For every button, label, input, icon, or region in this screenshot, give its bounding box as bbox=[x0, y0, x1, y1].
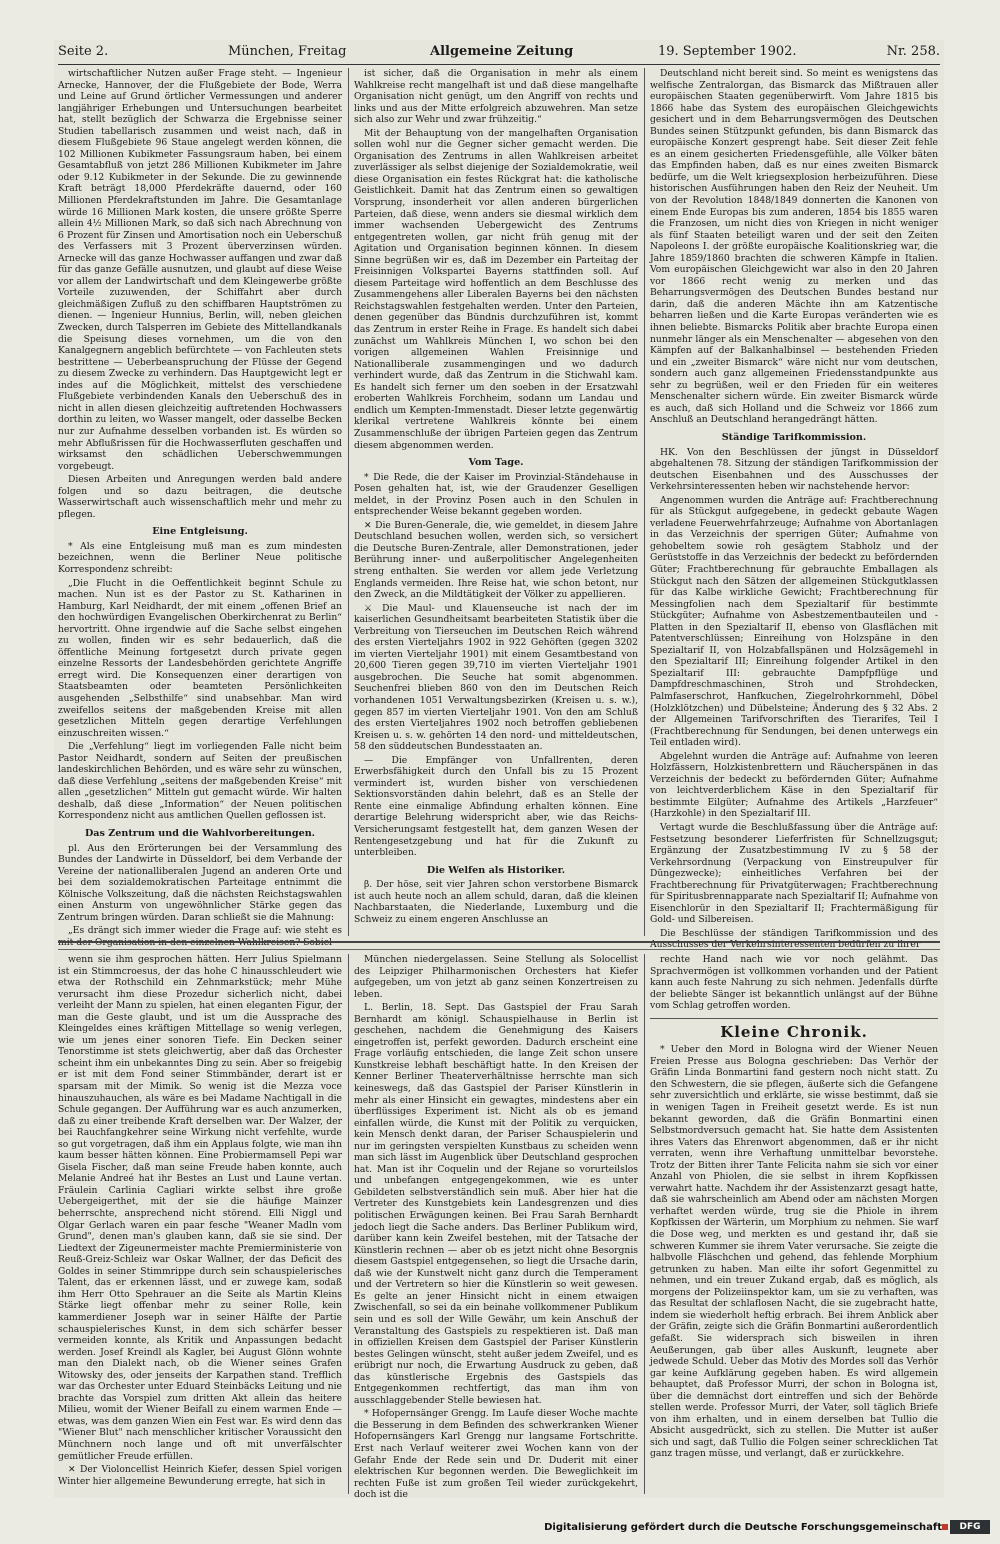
section-heading: Ständige Tarifkommission. bbox=[721, 431, 867, 443]
text-paragraph: — Die Empfänger von Unfallrenten, deren Erwerbsfähigkeit durch den Unfall bis zu 15 Prozent vermindert ist, wurden bisher von verschiedenen Sektionsvorständen dahin belehrt, daß es an Stelle der Rente eine einmalige Abfindung erhalten können. Eine derartige Belehrung widerspricht aber, wie das Reichs-Versicherungsamt festgestellt hat, dem ganzen Wesen der Rentengesetzgebung und hat für die Zukunft zu unterbleiben. bbox=[354, 754, 638, 859]
text-paragraph: Die „Verfehlung“ liegt im vorliegenden Falle nicht beim Pastor Neidhardt, sondern auf Seiten der preußischen landeskirchlichen Behörden, und es wäre sehr zu wünschen, daß diese Verfehlung „seitens der maßgebenden Kreise“ mit allen „gesetzlichen“ Mitteln gut gemacht würde. Wir halten deshalb, daß diese „Information“ der Neuen politischen Korrespondenz nicht aus amtlichen Quellen geflossen ist. bbox=[58, 741, 342, 822]
column-3 bbox=[650, 68, 938, 951]
section-heading: Eine Entgleisung. bbox=[152, 526, 248, 538]
section-heading: Das Zentrum und die Wahlvorbereitungen. bbox=[84, 828, 316, 839]
section-rule bbox=[650, 1018, 938, 1019]
text-paragraph: pl. Aus den Erörterungen bei der Versammlung des Bundes der Landwirte in Düsseldorf, bei dem Verbande der Vereine der nationalliberalen Jugend an anderen Orte und bei dem sozialdemokratischen Parteitage entnimmt die Kölnische Volkszeitung, daß die nächsten Reichstagswahlen einen Ansturm von ungewöhnlicher Stärke gegen das Zentrum bringen würden. Daran schließt sie die Mahnung: bbox=[58, 842, 342, 923]
feuilleton-column-3 bbox=[650, 954, 938, 1494]
column-2 bbox=[354, 68, 638, 936]
text-paragraph: wenn sie ihm gesprochen hätten. Herr Julius Spielmann ist ein Stimmcroesus, der das hohe C hinausschleudert wie etwa der Rothschild ein Zehnmarkstück; mehr Mühe verursacht ihm diese Prozedur sicherlich nicht, dabei verleiht der Mann zu spielen, hat einen eleganten Figur, der man die Geste glaubt, und ist um die Aussprache des Kleingeldes eines kräftigen Mittellage so wenig verlegen, wie um jenes einer sonoren Tiefe. Ein Decken seiner Tenorstimme ist stets gleichwertig, aber daß das Orchester scheint ihm ein unbekanntes Ding zu sein. Aber so freigebig er ist mit dem Fond seiner Stimmbänder, derart ist er sparsam mit der Mimik. So wenig ist die Mezza voce hinauszuhauchen, als wäre es bei Madame Nachtigall in die Schule gegangen. Der Aufführung war es auch anzumerken, daß zu einer treibende Kraft derselben war. Der Walzer, der bei Rauchfangkehrer seine Wirkung nicht verfehlte, wurde so gut vorgetragen, daß ihm ein Applaus folgte, wie man ihn kaum besser hätten können. Eine Probiermamsell Pepi war Gisela Fischer, daß man seine Freude haben konnte, auch Melanie Andreé hat ihr Bestes an Lust und Laune vertan. Fräulein Carlinia Cagliari wirkte selbst ihre große Uebergeigerthet, mit der sie die häufige Mainzer beherrschte, ansprechend nicht störend. Elli Niggl und Olgar Gerlach waren ein paar fesche "Weaner Madln vom Grund", denen man's glauben kann, daß sie sie sind. Der Liedtext der Zigeunermeister machte Premierministerie von Reuß-Greiz-Schleiz war Oskar Wallner, der das Deficit des Goldes in seiner Stimmrippe durch sein schauspielerisches Talent, das er erkennen lässt, und er zuwege kam, sodaß ihm Herr Otto Spehrauer an die Seite als Martin Kleins Stärke liegt offenbar mehr zu seiner Rolle, kein kammerdiener Joseph war in seiner Hälfte der Partie schauspielerisches Kunst, in dem sich schärfer besser vermeiden konnte, als Kritik und Anpassungen bedacht werden. Josef Kreindl als Kagler, bei August Glönn wohnte man den Dialekt nach, ob die Wiener seines Grafen Witowsky des, oder jenseits der Karpathen stand. Trefflich war das Orchester unter Eduard Steinbäcks Leitung und nie brachte das Vorspiel zum dritten Akt allein das heitere Milieu, womit der Wiener Beifall zu einem warmen Ende — etwas, was dem ganzen Wien ein Fest war. Es wird denn das "Wiener Blut" nach menschlicher kritischer Voraussicht den Münchnern noch lange und oft mit unverfälschter gemütlicher Freude erfüllen. bbox=[58, 954, 342, 1462]
newspaper-page bbox=[54, 40, 944, 1501]
section-heading-kleine-chronik: Kleine Chronik. bbox=[720, 1022, 868, 1041]
text-paragraph: β. Der höse, seit vier Jahren schon verstorbene Bismarck ist auch heute noch an allem schuld, daran, daß die kleinen Nachbarstaaten, die Niederlande, Luxemburg und die Schweiz zu einem engeren Anschlusse an bbox=[354, 879, 638, 925]
text-paragraph: Abgelehnt wurden die Anträge auf: Aufnahme von leeren Holzfässern, Holzkistenbrettern und Räucherspänen in das Verzeichnis der bedeckt zu befördernden Güter; Aufnahme von leichtverderblichem Käse in den Spezialtarif für bestimmte Eilgüter; Aufnahme des Artikels „Harzfeuer“ (Harzkohle) in den Spezialtarif III. bbox=[650, 750, 938, 820]
text-paragraph: * Hofopernsänger Grengg. Im Laufe dieser Woche machte die Besserung in dem Befinden des schwerkranken Wiener Hofopernsängers Karl Grengg nur langsame Fortschritte. Erst nach Verlauf weiterer zwei Wochen kann von der Gefahr Ende der Rede sein und Dr. Duderit mit einer elektrischen Kur begonnen werden. Die Beweglichkeit im rechten Fuße ist zum großen Teil wieder zurückgekehrt, doch ist die bbox=[354, 1408, 638, 1501]
text-paragraph: L. Berlin, 18. Sept. Das Gastspiel der Frau Sarah Bernhardt am königl. Schauspielhause in Berlin ist geschehen, nachdem die Genehmigung des Kaisers eingetroffen ist, perfekt geworden. Dadurch erscheint eine Frage vorläufig entschieden, die lange Zeit schon unsere Kunstkreise lebhaft beschäftigt hatte. In den Kreisen der Kenner Berliner Theaterverhältnisse herrschte man sich keineswegs, daß das Gastspiel der Pariser Künstlerin in mehr als einer Hinsicht ein gewagtes, mindestens aber ein überflüssiges Experiment ist. Nicht als ob es jemand einfallen würde, die Kunst mit der Politik zu verquicken, kein Mensch denkt daran, der Pariser Schauspielerin und nur im geringsten verspielten Kunstbaus zu scheiden wenn man sich lässt im Augenblick über Deutschland gesprochen hat. Man ist ihr Coquelin und der Rejane so vorurteilslos und unbefangen entgegengekommen, wie es unter Gebildeten selbstverständlich sein muß. Aber hier hat die Vertreter des Kunstgebiets kein Landesgrenzen und dies politischen Erwägungen keinen. Bei Frau Sarah Bernhardt jedoch liegt die Sache anders. Das Berliner Publikum wird, darüber kann kein Zweifel bestehen, mit der Tatsache der Künstlerin rechnen — aber ob es jetzt nicht ohne Besorgnis diesem Gastspiel entgegensehen, so liegt die Ursache darin, daß wie der Kunstwelt nicht ganz durch die Temperament und der Vertretern so hier die Künstlerin so weit gewesen. Es gelte an jener Hinsicht nicht in einem etwaigen Zwischenfall, so sei da ein beinahe vollkommener Publikum sein und es soll der Wille Gewähr, um kein Anschuß der Veranstaltung des Gastspiels zu respektieren ist. Daß man in offiziellen Kreisen dem Gastspiel der Pariser Künstlerin bestes Gelingen wünscht, steht außer jedem Zweifel, und es erübrigt nur noch, die Erwartung Ausdruck zu geben, daß das künstlerische Ergebnis des Gastspiels das Entgegenkommen rechtfertigt, das man ihm von ausschlaggebender Stelle bewiesen hat. bbox=[354, 1002, 638, 1406]
place-day: München, Freitag bbox=[228, 44, 347, 59]
text-paragraph: wirtschaftlicher Nutzen außer Frage steht. — Ingenieur Arnecke, Hannover, der die Flußgebiete der Bode, Werra und Leine auf Grund örtlicher Vermessungen und anderer langjähriger Erhebungen und Untersuchungen bearbeitet hat, stellt bezüglich der Schwarza die Ergebnisse seiner Studien tabellarisch zusammen und weist nach, daß in diesem Flußgebiete 96 Staue angelegt werden können, die 102 Millionen Kubikmeter Fassungsraum haben, bei einem Gesamtabfluß von jetzt 286 Millionen Kubikmeter im Jahre oder 9.12 Kubikmeter in der Sekunde. Die zu gewinnende Kraft beträgt 18,000 Pferdekräfte dauernd, oder 160 Millionen Pferdekraftstunden im Jahre. Die Gesamtanlage würde 16 Millionen Mark kosten, die unsere größte Sperre allein 4½ Millionen Mark, so daß sich nach Abrechnung von 6 Prozent für Zinsen und Amortisation noch ein Ueberschuß des Verfassers mit 3 Prozent überverzinsen würden. Arnecke will das ganze Hochwasser auffangen und zwar daß für das ganze Gefälle ausnutzen, und glaubt auf diese Weise vor allem der Landwirtschaft und dem Kleingewerbe größte Vorteile zuzuwenden, der Schiffahrt aber durch gleichmäßigen Zufluß zu den schiffbaren Hauptströmen zu dienen. — Ingenieur Hunnius, Berlin, will, neben gleichen Zwecken, durch Talsperren im Gebiete des Mittellandkanals die Speisung dieses vornehmen, um die von den Kanalgegnern angeblich befürchtete — von Fachleuten stets bestrittene — Ueberbeanspruchung der Flüsse der Gegend zu diesem Zwecke zu verhindern. Das Hauptgewicht legt er indes auf die Möglichkeit, mittelst des verschiedene Flußgebiete verbindenden Kanals den Ueberschuß des in nicht in allen diesen gleichzeitig auftretenden Hochwassers dorthin zu leiten, wo Wasser mangelt, oder dasselbe Becken nur zur Aufnahme desselben vorbanden ist. Es würden so mehr Abflußrissen für die Hochwasserfluten geschaffen und wirksamst den schädlichen Ueberschwemmungen vorgebeugt. bbox=[58, 68, 342, 472]
dfg-logo: DFG bbox=[950, 1520, 990, 1534]
section-heading: Die Welfen als Historiker. bbox=[426, 864, 566, 876]
newspaper-title: Allgemeine Zeitung bbox=[430, 44, 574, 59]
feuilleton-separator bbox=[58, 941, 940, 950]
text-paragraph: ✕ Die Buren-Generale, die, wie gemeldet, in diesem Jahre Deutschland besuchen wollen, werden sich, so versichert die Deutsche Buren-Zentrale, aller Demonstrationen, jeder Berührung inner- und außerpolitischer Angelegenheiten streng enthalten. Sie werden vor allem jede Verletzung Englands vermeiden. Ihre Reise hat, wie schon betont, nur den Zweck, an die Mildtätigkeit der Völker zu appellieren. bbox=[354, 519, 638, 601]
column-divider bbox=[348, 68, 349, 936]
digitization-footer bbox=[544, 1520, 1000, 1536]
column-divider bbox=[644, 954, 645, 1494]
text-paragraph: Vertagt wurde die Beschlußfassung über die Anträge auf: Festsetzung besonderer Lieferfristen für Schnellzugsgut; Ergänzung der Zusatzbestimmung IV zu § 58 der Verkehrsordnung (Verpackung von Einstreupulver für Düngezwecke); einheitliches Verfahren bei der Frachtberechnung für Privatgüterwagen; Frachtberechnung für Spiritusbrennapparate nach Spezialtarif II; Aufnahme von Eisenchlorür in den Spezialtarif II; Frachtermäßigung für Gold- und Silbereisen. bbox=[650, 822, 938, 926]
column-1 bbox=[58, 68, 342, 948]
text-paragraph: ⚔ Die Maul- und Klauenseuche ist nach der im kaiserlichen Gesundheitsamt bearbeiteten Statistik über die Verbreitung von Tierseuchen im Deutschen Reich während des ersten Vierteljahrs 1902 in 922 Gehöften (gegen 3202 im vierten Vierteljahr 1901) mit einem Gesamtbestand von 20,600 Tieren gegen 39,710 im vierten Vierteljahr 1901 ausgebrochen. Die Seuche hat somit abgenommen. Seuchenfrei blieben 860 von den im Deutschen Reich vorhandenen 1051 Verwaltungsbezirken (Kreisen u. s. w.), gegen 857 im vierten Vierteljahr 1901. Von den am Schluß des ersten Vierteljahres 1902 noch betroffen gebliebenen Kreisen u. s. w. gehörten 14 den nord- und mitteldeutschen, 58 den süddeutschen Bundesstaaten an. bbox=[354, 602, 638, 753]
header-rule bbox=[58, 64, 940, 65]
page-header bbox=[58, 44, 940, 64]
feuilleton-column-1 bbox=[58, 954, 342, 1494]
column-divider bbox=[348, 954, 349, 1494]
text-paragraph: * Ueber den Mord in Bologna wird der Wiener Neuen Freien Presse aus Bologna geschrieben: Das Verhör der Gräfin Linda Bonmartini fand gestern noch nicht statt. Zu den Schwestern, die sie pflegen, äußerte sich die Gefangene sehr zuversichtlich und erklärte, sie wisse bestimmt, daß sie in wenigen Tagen in Freiheit gesetzt werde. Es ist nun bekannt geworden, daß die Gräfin Bonmartini einen Selbstmordversuch gemacht hat. Sie hatte dem Assistenten ihres Vaters das Ehrenwort abgenommen, daß er ihr nicht verraten, wenn ihre Verhaftung unmittelbar bevorstehe. Trotz der Bitten ihrer Tante Felicita nahm sie sich vor einer Anzahl von Phiolen, die sie selbst in ihrem Kopfkissen verwahrt hatte. Nachdem ihr der Assistenzarzt gesagt hatte, daß sie wahrscheinlich am Abend oder am nächsten Morgen verhaftet werden würde, trug sie die Phiole in ihrem Kopfkissen der Wärterin, um Morphium zu nehmen. Sie warf die Dose weg, und merkten es und gestand ihr, daß sie schweren Kummer sie ihrem Vater verursache. Sie zeigte die halbvolle Fläschchen und gehend, das fehlende Morphium getrunken zu haben. Man eilte ihr sofort Gegenmittel zu nehmen, und ein treuer Zukand ergab, daß es möglich, als morgens der Polizeiinspektor kam, um sie zu verhaften, was das Resultat der schlaflosen Nacht, die sie zugebracht hatte, indem sie wiederholt heftig erbrach. Bei ihrem Anblick aber der Gräfin, zeigte sich die Gräfin Bonmartini außerordentlich gefaßt. Sie widersprach sich bisweilen in ihren Aeußerungen, gab über alles Auskunft, leugnete aber jedwede Schuld. Ueber das Motiv des Mordes soll das Verhör gar keine Aufklärung gegeben haben. Es wird allgemein behauptet, daß Professor Murri, der schon in Bologna ist, über die demnächst dort eintreffen und sich der Behörde stellen werde. Professor Murri, der Vater, soll täglich Briefe von ihm erhalten, und in einem derselben bat Tullio die Absicht ausgedrückt, sich zu stellen. Die Mutter ist außer sich und sagt, daß Tullio die Folgen seiner schrecklichen Tat ganz tragen müsse, und verlangt, daß er zurückkehre. bbox=[650, 1044, 938, 1460]
funding-note: Digitalisierung gefördert durch die Deutsche Forschungsgemeinschaft bbox=[544, 1522, 942, 1533]
text-paragraph: Diesen Arbeiten und Anregungen werden bald andere folgen und so dazu beitragen, die deutsche Wasserwirtschaft auch wissenschaftlich mehr und mehr zu pflegen. bbox=[58, 474, 342, 520]
column-divider bbox=[644, 68, 645, 936]
text-paragraph: HK. Von den Beschlüssen der jüngst in Düsseldorf abgehaltenen 78. Sitzung der ständigen Tarifkommission der deutschen Eisenbahnen und des Ausschusses der Verkehrsinteressenten heben wir nachstehende hervor: bbox=[650, 446, 938, 493]
text-paragraph: * Als eine Entgleisung muß man es zum mindesten bezeichnen, wenn die Berliner Neue politische Korrespondenz schreibt: bbox=[58, 540, 342, 575]
text-paragraph: * Die Rede, die der Kaiser im Provinzial-Ständehause in Posen gehalten hat, ist, wie der Graudenzer Geselligen meldet, in der Provinz Posen auch in den Schulen in entsprechender Weise bekannt gegeben worden. bbox=[354, 471, 638, 518]
text-paragraph: Mit der Behauptung von der mangelhaften Organisation sollen wohl nur die Gegner sicher gemacht werden. Die Organisation des Zentrums in allen Wahlkreisen arbeitet zuverlässiger als selbst diejenige der Sozialdemokratie, weil diese Organisation ein festes Rückgrat hat: die katholische Geistlichkeit. Damit hat das Zentrum einen so gewaltigen Vorsprung, insonderheit vor allen anderen bürgerlichen Parteien, daß diese, wenn anders sie diesmal wirklich dem immer wachsenden Uebergewicht des Zentrums entgegentreten wollen, gar nicht früh genug mit der Agitation und Organisation beginnen können. In diesem Sinne begrüßen wir es, daß im Dezember ein Parteitag der Freisinnigen Volkspartei Bayerns stattfinden soll. Auf diesem Parteitage wird hoffentlich an dem Beschlusse des Zusammengehens aller Liberalen Bayerns bei den nächsten Reichstagswahlen festgehalten werden. Unter den Parteien, denen gegenüber das Bündnis durchzuführen ist, kommt das Zentrum in erster Reihe in Frage. Es handelt sich dabei zunächst um Wahlkreis München I, wo schon bei den vorigen allgemeinen Wahlen Freisinnige und Nationalliberale zusammengingen und wo dadurch verhindert wurde, daß das Zentrum in die Stichwahl kam. Es handelt sich ferner um den soeben in der Ersatzwahl eroberten Wahlkreis Forchheim, sodann um Landau und endlich um Kempten-Immenstadt. Dieser letzte gegenwärtig klerikal vertretene Wahlkreis könnte bei einem Zusammenschluße der übrigen Parteien gegen das Zentrum diesem abgenommen werden. bbox=[354, 127, 638, 451]
feuilleton-column-2 bbox=[354, 954, 638, 1501]
text-paragraph: ist sicher, daß die Organisation in mehr als einem Wahlkreise recht mangelhaft ist und daß diese mangelhafte Organisation nicht genügt, um den Angriff von rechts und links und aus der Mitte erfolgreich abzuwehren. Man setze sich also zur Wehr und zwar frühzeitig.“ bbox=[354, 68, 638, 126]
text-paragraph: „Die Flucht in die Oeffentlichkeit beginnt Schule zu machen. Nun ist es der Pastor zu St. Katharinen in Hamburg, Karl Neidhardt, der mit einem „offenen Brief an den hochwürdigen Evangelischen Oberkirchenrat zu Berlin“ hervortritt. Ohne irgendwie auf die Sache selbst eingehen zu wollen, finden wir es sehr bedauerlich, daß die öffentliche Meinung fortgesetzt durch private gegen einzelne Ressorts der Landesbehörden gerichtete Angriffe erregt wird. Die Konsequenzen einer derartigen von Staatsbeamten oder beamteten Persönlichkeiten ausgehenden „Selbsthilfe“ sind unabsehbar. Man wird zweifellos seitens der maßgebenden Kreise mit allen gesetzlichen Mitteln gegen derartige Verfehlungen einzuschreiten wissen.“ bbox=[58, 577, 342, 739]
text-paragraph: Deutschland nicht bereit sind. So meint es wenigstens das welfische Zentralorgan, das Bismarck das Mißtrauen aller europäischen Staaten gegenüberwirft. Vom Jahre 1815 bis 1866 habe das System des europäischen Gleichgewichts gesichert und in dem Beharrungsvermögen des Deutschen Bundes seinen Stützpunkt gefunden, bis dann Bismarck das europäische Konzert gesprengt habe. Seit dieser Zeit fehle es an einem gesicherten Friedensgefühle, alle Völker bäten das Empfinden haben, daß es nur eines zweiten Bismarck bedürfe, um die Welt kriegsexplosion herbeizuführen. Diese historischen Ausführungen haben den Reiz der Neuheit. Um von der Revolution 1848/1849 donnerten die Kanonen von einem Ende Europas bis zum anderen, 1854 bis 1855 waren die Franzosen, um nicht dies von Kriegen in nicht weniger als fünf Staaten beteiligt waren und der seit den Zeiten Napoleons I. der größte europäische Koalitionskrieg war, die Jahre 1859/1860 brachten die schweren Kämpfe in Italien. Vom europäischen Gleichgewicht war also in den 20 Jahren vor 1866 recht wenig zu merken und das Beharrungsvermögen des Deutschen Bundes bestand nur darin, daß die anderen Mächte ihn am Katzentische beharren ließen und die Karte Europas veränderten wie es ihnen beliebte. Bismarcks Politik aber brachte Europa einen nunmehr länger als ein Menschenalter — abgesehen von den Kämpfen auf der Balkanhalbinsel — bestehenden Frieden und ein „zweiter Bismarck“ wäre nicht nur vom deutschen, sondern auch ganz allgemeinen Friedensstandpunkte aus sehr zu begrüßen, weil er den Frieden für ein weiteres Menschenalter sichern würde. Ein zweiter Bismarck würde es auch, daß sich Holland und die Schweiz vor 1866 zum Anschluß an Deutschland herangedrängt hätten. bbox=[650, 68, 938, 426]
text-paragraph: „Es drängt sich immer wieder die Frage auf: wie steht es mit der Organisation in den einzelnen Wahlkreisen? Sobiel bbox=[58, 925, 342, 948]
section-heading: Vom Tage. bbox=[468, 457, 524, 469]
text-paragraph: Angenommen wurden die Anträge auf: Frachtberechnung für als Stückgut aufgegebene, in gedeckt gebaute Wagen verladene Feuerwehrfahrzeuge; Aufnahme von Abortanlagen in das Verzeichnis der sperrigen Güter; Aufnahme von gehobeltem sowie roh gesägtem Stabholz und der Gerüststoffe in das Verzeichnis der bedeckt zu befördernden Güter; Frachtberechnung für gebrauchte Emballagen als Stückgut nach den Sätzen der allgemeinen Stückgutklassen für das Kalbe wirkliche Gewicht; Frachtberechnung für Messingfolien nach dem Spezialtarif für bestimmte Stückgüter; Aufnahme von Asbestzementbauteilen und -Platten in den Spezialtarif II, ebenso von Glasflächen mit Patentverschlüssen; Einreihung von Holzspäne in den Spezialtarif II, von Holzabfallspänen und Holzsägemehl in den Spezialtarif III; Einreihung folgender Artikel in den Spezialtarif III: gebrauchte Dampfpflüge und Dampfdreschmaschinen, Stroh und Strohdecken, Palmfaserschrot, Hanfkuchen, Ziegelrohrkornmehl, Döbel (Holzklötzchen) und Dübelsteine; Änderung des § 32 Abs. 2 der Allgemeinen Tarifvorschriften des Tierarifes, Teil I (Frachtberechnung für Sendungen, bei denen unterwegs ein Teil entladen wird). bbox=[650, 494, 938, 749]
text-paragraph: Die Beschlüsse der ständigen Tarifkommission und des Ausschusses der Verkehrsinteressenten bedürfen zu ihrer bbox=[650, 927, 938, 951]
logo-accent bbox=[942, 1524, 948, 1530]
text-paragraph: rechte Hand nach wie vor noch gelähmt. Das Sprachvermögen ist vollkommen vorhanden und der Patient kann auch feste Nahrung zu sich nehmen. Jedenfalls dürfte der beliebte Sänger ist bekanntlich unlängst auf der Bühne vom Schlag getroffen worden. bbox=[650, 954, 938, 1012]
issue-number: Nr. 258. bbox=[886, 44, 940, 59]
text-paragraph: ✕ Der Violoncellist Heinrich Kiefer, dessen Spiel vorigen Winter hier allgemeine Bewunderung erregte, hat sich in bbox=[58, 1464, 342, 1487]
text-paragraph: München niedergelassen. Seine Stellung als Solocellist des Leipziger Philharmonischen Orchesters hat Kiefer aufgegeben, um von jetzt ab ganz seinen Konzertreisen zu leben. bbox=[354, 954, 638, 1000]
page-number: Seite 2. bbox=[58, 44, 109, 59]
issue-date: 19. September 1902. bbox=[658, 44, 797, 59]
